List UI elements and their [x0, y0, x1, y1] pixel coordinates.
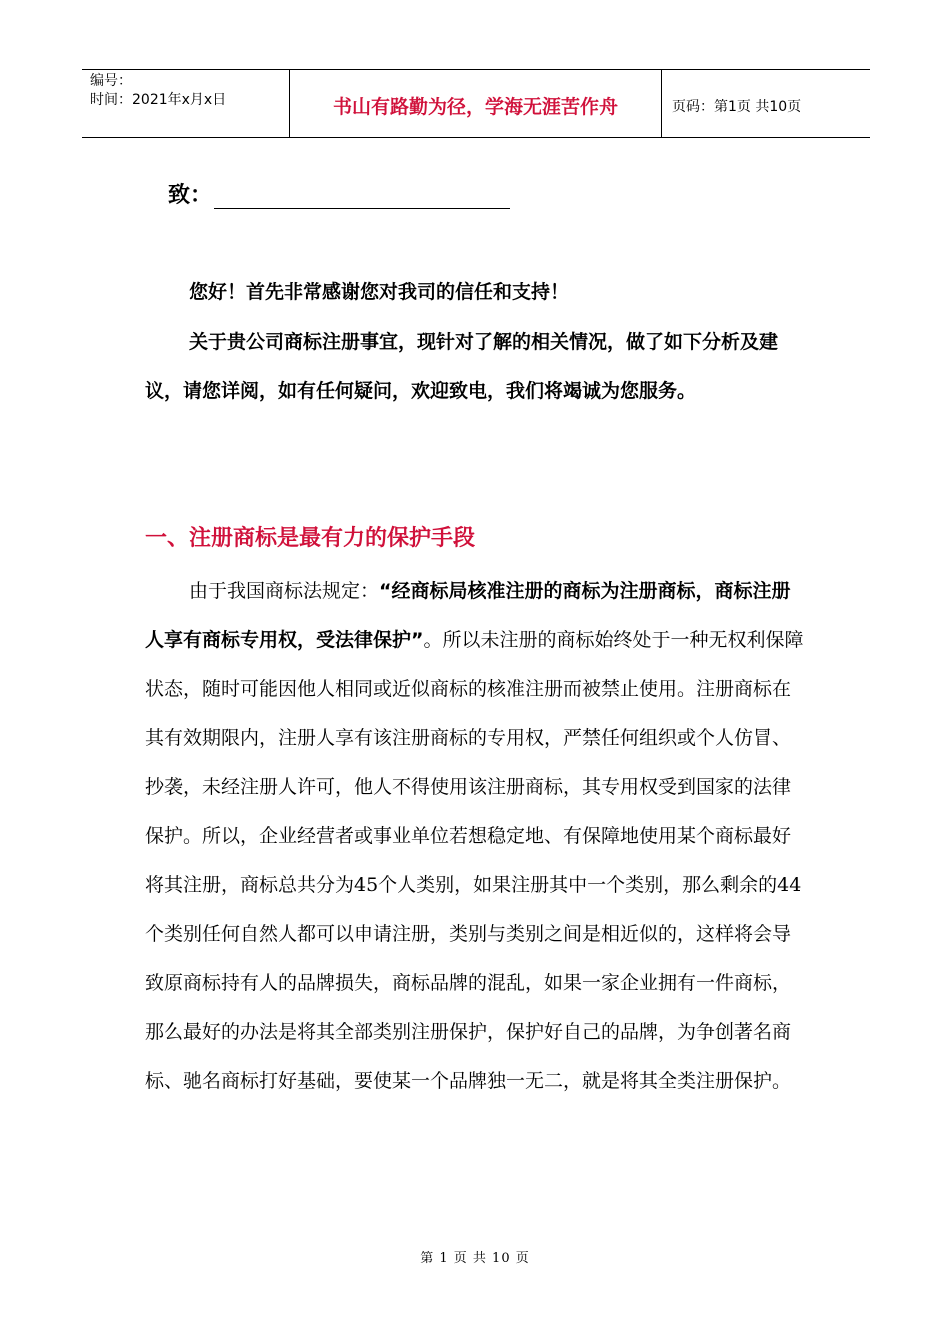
- to-label: 致：: [168, 183, 213, 208]
- law-quote: “经商标局核准注册的商标为注册商标，商标注册人享有商标专用权，受法律保护”: [145, 580, 791, 651]
- section-1-paragraph: [145, 567, 805, 1106]
- greeting-paragraph: 您好！首先非常感谢您对我司的信任和支持！: [189, 281, 570, 303]
- salutation-line: [168, 178, 510, 209]
- header-left-cell: [82, 70, 290, 137]
- time-label: 时间：2021年x月x日: [90, 92, 227, 108]
- section-1-lead: 由于我国商标法规定：: [189, 580, 380, 602]
- section-1-title: 一、注册商标是最有力的保护手段: [145, 526, 476, 551]
- header-table: [82, 69, 870, 138]
- header-page-info: 页码：第1页 共10页: [672, 98, 802, 115]
- section-1-body: 。所以未注册的商标始终处于一种无权利保障状态，随时可能因他人相同或近似商标的核准注册而被禁止使用。注册商标在其有效期限内，注册人享有该注册商标的专用权，严禁任何组织或个人仿冒、抄袭，未经注册人许可，他人不得使用该注册商标，其专用权受到国家的法律保护。所以，企业经营者或事业单位若想稳定地、有保障地使用某个商标最好将其注册，商标总共分为45个人类别，如果注册其中一个类别，那么剩余的44个类别任何自然人都可以申请注册，类别与类别之间是相近似的，这样将会导致原商标持有人的品牌损失，商标品牌的混乱，如果一家企业拥有一件商标，那么最好的办法是将其全部类别注册保护，保护好自己的品牌，为争创著名商标、驰名商标打好基础，要使某一个品牌独一无二，就是将其全类注册保护。: [145, 629, 804, 1092]
- intro-paragraph: 关于贵公司商标注册事宜，现针对了解的相关情况，做了如下分析及建议，请您详阅，如有任何疑问，欢迎致电，我们将竭诚为您服务。: [145, 331, 779, 402]
- page-footer: 第 1 页 共 10 页: [420, 1251, 530, 1266]
- recipient-blank: [214, 182, 510, 209]
- number-label: 编号：: [90, 73, 132, 89]
- header-page-cell: [662, 70, 870, 137]
- header-motto-cell: [290, 70, 662, 137]
- header-motto: 书山有路勤为径，学海无涯苦作舟: [332, 96, 618, 118]
